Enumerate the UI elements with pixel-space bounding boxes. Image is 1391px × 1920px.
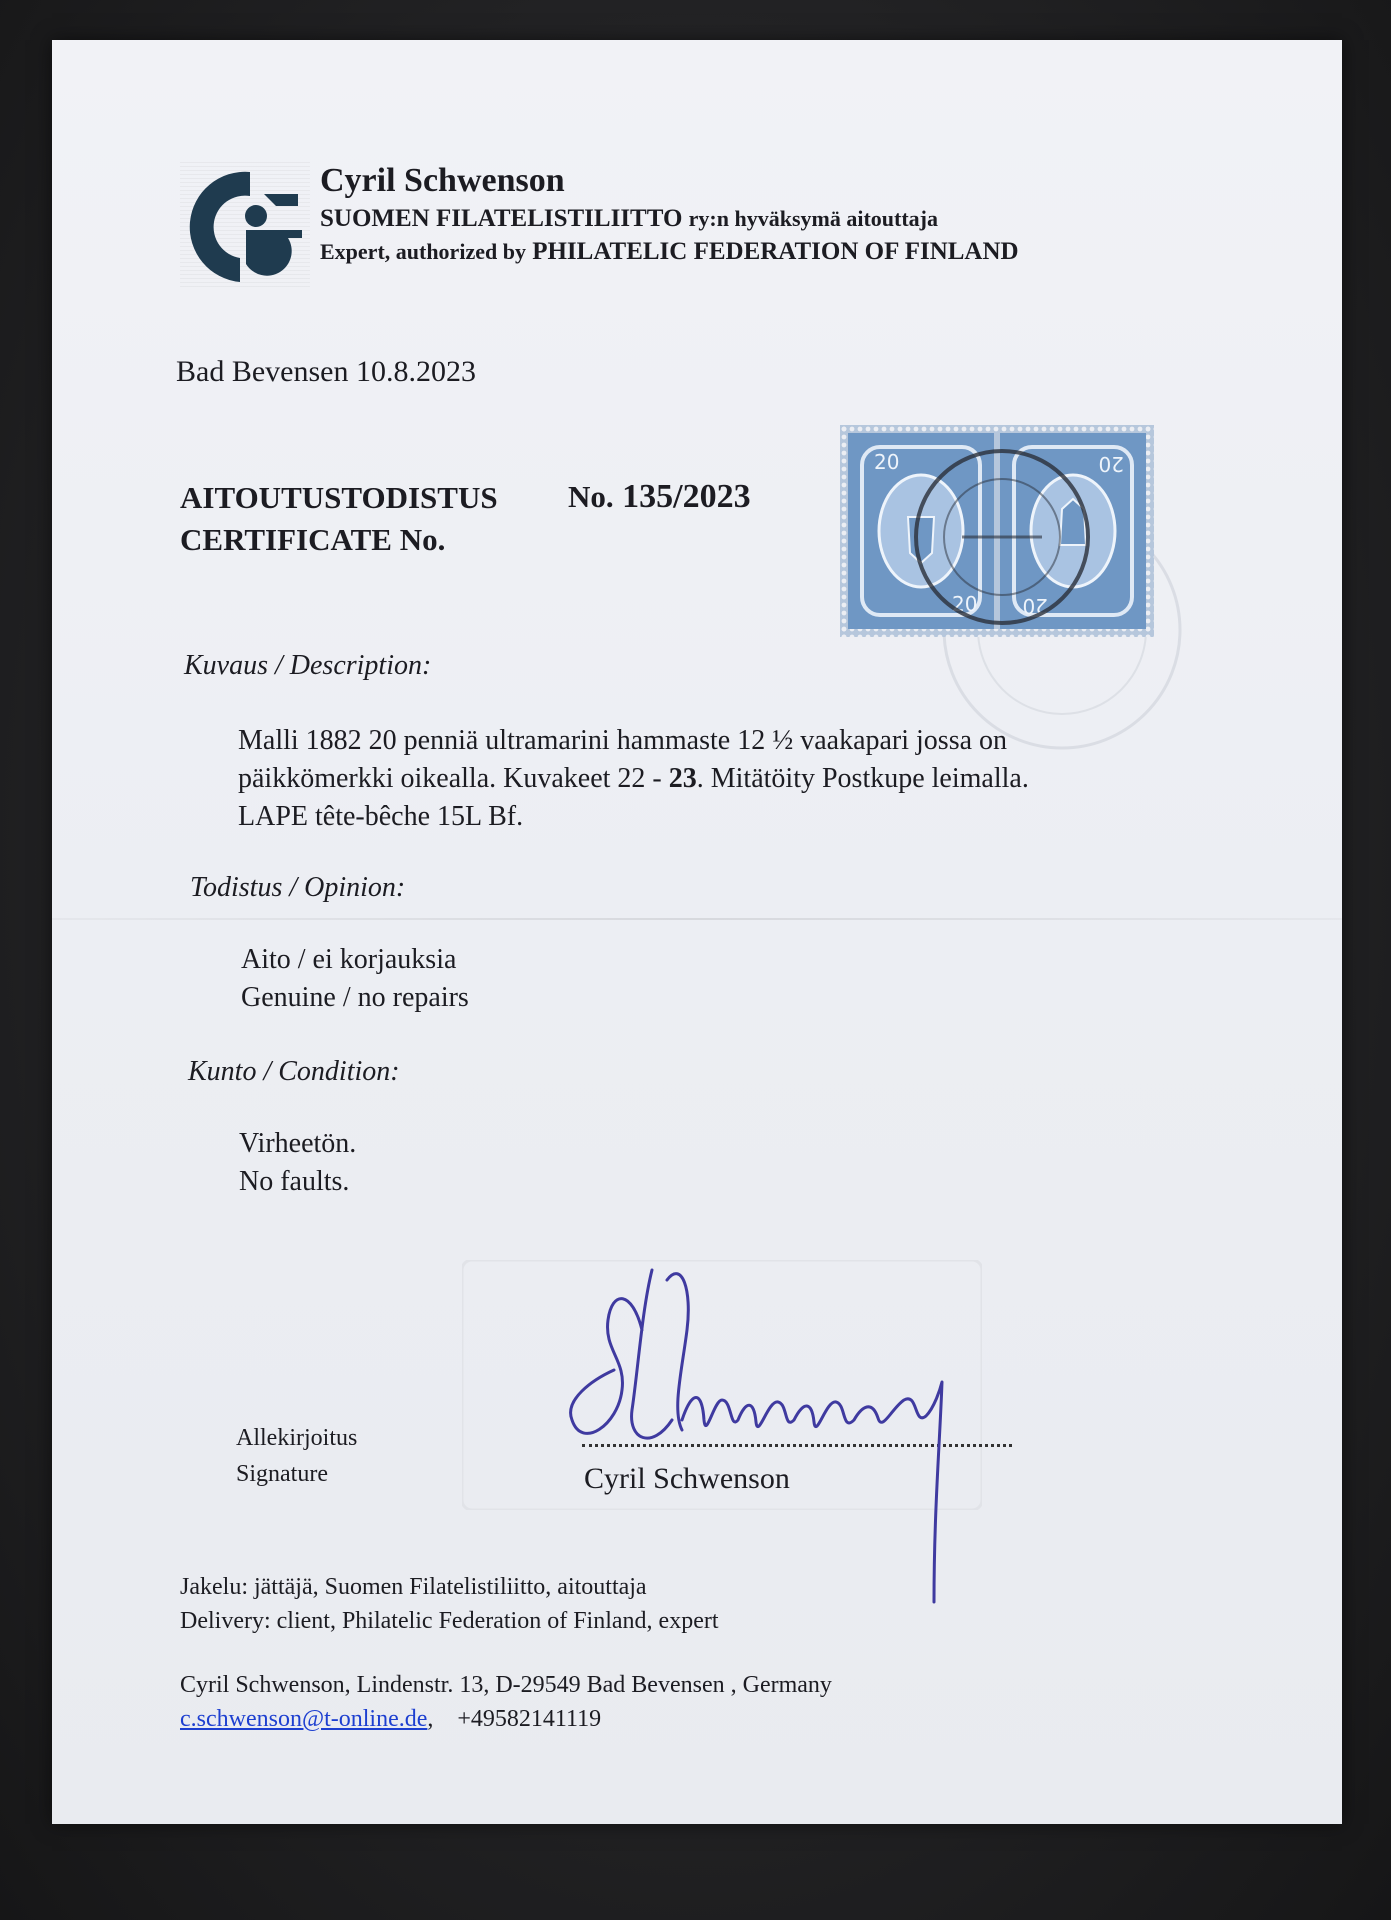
- stamp-left-value-top: 20: [874, 450, 900, 474]
- certificate-no-label-en: No.: [399, 522, 446, 557]
- condition-label: Kunto / Condition:: [188, 1056, 400, 1087]
- certificate-number: [568, 478, 751, 516]
- federation-lead-en: Expert, authorized by: [320, 239, 526, 264]
- stamp-left-value-bottom: 20: [952, 592, 978, 616]
- contact-line: [180, 1706, 601, 1733]
- opinion-line-en: Genuine / no repairs: [241, 982, 469, 1013]
- description-line-2-bold: 23: [668, 763, 697, 794]
- stamp-pair-image: [840, 425, 1154, 637]
- federation-approval-fi: ry:n hyväksymä aitouttaja: [688, 206, 938, 231]
- fold-line: [52, 918, 1342, 920]
- description-line-2: [238, 760, 1258, 798]
- description-line-2b: . Mitätöity Postkupe leimalla.: [696, 763, 1029, 794]
- contact-separator: ,: [427, 1706, 434, 1732]
- federation-logo-icon: [180, 160, 310, 290]
- description-text: [238, 722, 1258, 836]
- certificate-no-label: No.: [568, 479, 614, 514]
- certificate-title-en: [180, 522, 445, 558]
- place-date: Bad Bevensen 10.8.2023: [176, 355, 476, 388]
- description-line-2a: päikkömerkki oikealla. Kuvakeet 22 -: [238, 763, 669, 794]
- email-link[interactable]: c.schwenson@t-online.de: [180, 1706, 428, 1732]
- certificate-title-en-text: CERTIFICATE: [180, 522, 392, 557]
- signature-label-fi: Allekirjoitus: [236, 1425, 358, 1451]
- federation-line-fi: [320, 205, 938, 233]
- description-line-1: Malli 1882 20 penniä ultramarini hammaste 12 ½ vaakapari jossa on: [238, 725, 1008, 756]
- expert-address: Cyril Schwenson, Lindenstr. 13, D-29549 Bad Bevensen , Germany: [180, 1672, 832, 1698]
- delivery-line-en: Delivery: client, Philatelic Federation of Finland, expert: [180, 1608, 719, 1634]
- certificate-title-fi: AITOUTUSTODISTUS: [180, 480, 498, 515]
- condition-line-fi: Virheetön.: [239, 1128, 357, 1159]
- federation-name-fi: SUOMEN FILATELISTILIITTO: [320, 205, 683, 232]
- certificate-sheet: [52, 40, 1342, 1824]
- opinion-line-fi: Aito / ei korjauksia: [241, 944, 457, 975]
- description-line-3: LAPE tête-bêche 15L Bf.: [238, 801, 524, 832]
- expert-name: Cyril Schwenson: [320, 162, 565, 199]
- stamp-right: [1000, 433, 1146, 629]
- federation-logo: [180, 160, 310, 290]
- stamp-left: [848, 433, 994, 629]
- handwritten-signature: [542, 1250, 1042, 1610]
- signature-label-en: Signature: [236, 1461, 328, 1487]
- description-label: Kuvaus / Description:: [184, 650, 432, 681]
- federation-name-en: PHILATELIC FEDERATION OF FINLAND: [532, 238, 1019, 265]
- certificate-number-value: 135/2023: [622, 478, 751, 515]
- signature-name: Cyril Schwenson: [584, 1462, 790, 1495]
- federation-line-en: [320, 238, 1019, 266]
- opinion-label: Todistus / Opinion:: [190, 872, 406, 903]
- delivery-line-fi: Jakelu: jättäjä, Suomen Filatelistiliitto, aitouttaja: [180, 1574, 647, 1600]
- phone-number: +49582141119: [457, 1706, 602, 1732]
- condition-line-en: No faults.: [239, 1166, 350, 1197]
- stamp-right-value-bottom: 20: [1022, 594, 1048, 618]
- stamp-right-value-top: 20: [1098, 452, 1124, 476]
